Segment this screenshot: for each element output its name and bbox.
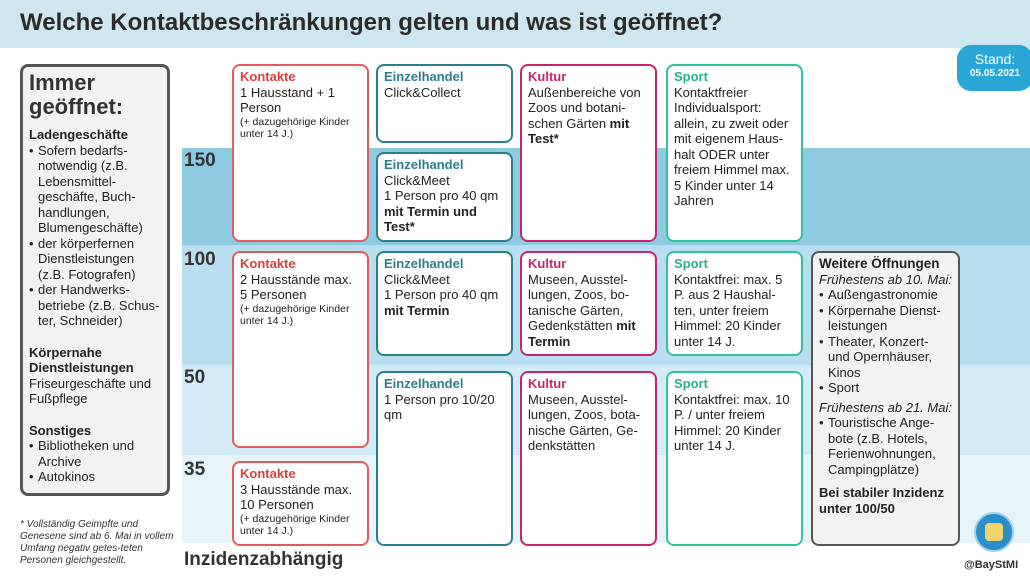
immer-text-2: Friseurgeschäfte und Fußpflege [29, 375, 152, 406]
list-item: • Sport [819, 380, 952, 396]
weitere-oeffnungen-panel [811, 251, 960, 546]
level-35: 35 [184, 459, 206, 480]
einzelhandel-text: 1 Person pro 40 qm [384, 188, 499, 203]
list-item: • der Handwerks-betriebe (z.B. Schus-ter, Schneider) [29, 282, 161, 329]
sport-text: Kontaktfrei: max. 5 P. aus 2 Haushal-ten, unter freiem Himmel: 20 Kinder unter 14 J. [674, 271, 783, 349]
list-item: • der körperfernen Dienstleistungen (z.B. Fotografen) [29, 236, 161, 283]
einzelhandel-card-1 [376, 64, 513, 143]
header-bar [0, 0, 1030, 48]
list-item: • Theater, Konzert- und Opernhäuser, Kinos [819, 334, 952, 381]
list-item: • Außengastronomie [819, 287, 952, 303]
credit: @BayStMI [964, 559, 1019, 571]
sport-text: Kontaktfrei: max. 10 P. / unter freiem Himmel: 20 Kinder unter 14 J. [674, 391, 790, 453]
sport-card-2 [666, 251, 803, 356]
immer-title: Immer geöffnet: [29, 70, 124, 119]
einzelhandel-text: Click&Collect [384, 84, 461, 100]
kontakte-card-35 [232, 461, 369, 546]
page-title: Welche Kontaktbeschränkungen gelten und was ist geöffnet? [20, 9, 723, 36]
einzelhandel-title: Einzelhandel [384, 69, 464, 84]
kontakte-title: Kontakte [240, 69, 296, 84]
kontakte-note: (+ dazugehörige Kinder unter 14 J.) [240, 512, 350, 537]
kultur-card-2 [520, 251, 657, 356]
einzelhandel-title: Einzelhandel [384, 157, 464, 172]
level-100: 100 [184, 249, 216, 270]
weitere-sub-1: Frühestens ab 10. Mai: [819, 271, 952, 287]
einzelhandel-title: Einzelhandel [384, 256, 464, 271]
stand-badge [957, 45, 1030, 91]
sport-title: Sport [674, 69, 708, 84]
list-item: • Bibliotheken und Archive [29, 438, 161, 469]
einzelhandel-bold: mit Termin und Test* [384, 203, 477, 234]
stand-label: Stand: [974, 51, 1016, 67]
weitere-footer: Bei stabiler Inzidenz unter 100/50 [819, 485, 944, 516]
immer-list-1 [29, 143, 161, 329]
sport-card-1 [666, 64, 803, 242]
einzelhandel-text: Click&Meet [384, 271, 450, 287]
einzelhandel-card-3 [376, 251, 513, 356]
kultur-text: Museen, Ausstel-lungen, Zoos, bo-tanische Gärten, Gedenkstätten [528, 271, 630, 333]
immer-section-ladengeschaefte: Ladengeschäfte [29, 127, 128, 142]
kontakte-note: (+ dazugehörige Kinder unter 14 J.) [240, 302, 350, 327]
einzelhandel-bold: mit Termin [384, 302, 450, 318]
bavarian-coat-of-arms-icon [974, 512, 1014, 552]
einzelhandel-card-4 [376, 371, 513, 546]
kultur-bold: mit Termin [528, 318, 636, 349]
kultur-title: Kultur [528, 256, 567, 271]
list-item: • Körpernahe Dienst-leistungen [819, 303, 952, 334]
immer-section-sonstiges: Sonstiges [29, 422, 92, 438]
immer-geoeffnet-panel [20, 64, 170, 496]
weitere-list-2 [819, 415, 952, 477]
sport-text: Kontaktfreier Individualsport: allein, zu zweit oder mit eigenem Haus-halt ODER unter freiem Himmel max. 5 Kinder unter 14 Jahren [674, 84, 790, 208]
kultur-title: Kultur [528, 69, 567, 84]
einzelhandel-text: 1 Person pro 40 qm [384, 287, 499, 302]
einzelhandel-card-2 [376, 152, 513, 242]
kultur-text: Außenbereiche von Zoos und botani-schen Gärten [528, 84, 641, 131]
list-item: • Touristische Ange-bote (z.B. Hotels, Ferienwohnungen, Campingplätze) [819, 415, 952, 477]
sport-title: Sport [674, 376, 708, 391]
kultur-bold: mit Test* [528, 115, 630, 146]
list-item: • Autokinos [29, 469, 161, 485]
einzelhandel-text: Click&Meet [384, 172, 450, 188]
kultur-card-1 [520, 64, 657, 242]
axis-label: Inzidenzabhängig [184, 549, 344, 570]
kontakte-title: Kontakte [240, 256, 296, 271]
kontakte-card-150 [232, 64, 369, 242]
immer-section-koerpernahe: Körpernahe Dienstleistungen [29, 344, 134, 375]
weitere-sub-2: Frühestens ab 21. Mai: [819, 399, 952, 415]
list-item: • Sofern bedarfs-notwendig (z.B. Lebensmittel-geschäfte, Buch-handlungen, Blumengeschäfte) [29, 143, 161, 236]
kontakte-text: 1 Hausstand + 1 Person [240, 84, 336, 115]
kultur-text: Museen, Ausstel-lungen, Zoos, bota-nische Gärten, Ge-denkstätten [528, 391, 641, 453]
kultur-card-3 [520, 371, 657, 546]
sport-card-3 [666, 371, 803, 546]
weitere-title: Weitere Öffnungen [819, 256, 940, 271]
level-150: 150 [184, 150, 216, 171]
weitere-list-1 [819, 287, 952, 396]
kontakte-card-100 [232, 251, 369, 448]
level-50: 50 [184, 367, 206, 388]
kontakte-text: 2 Hausstände max. 5 Personen [240, 271, 353, 302]
einzelhandel-title: Einzelhandel [384, 376, 464, 391]
kultur-title: Kultur [528, 376, 567, 391]
kontakte-note: (+ dazugehörige Kinder unter 14 J.) [240, 115, 350, 140]
footnote: * Vollständig Geimpfte und Genesene sind ab 6. Mai in vollem Umfang negativ getes-teten Personen gleichgestellt. [20, 519, 174, 566]
immer-list-3 [29, 438, 161, 485]
kontakte-title: Kontakte [240, 466, 296, 481]
sport-title: Sport [674, 256, 708, 271]
kontakte-text: 3 Hausstände max. 10 Personen [240, 481, 353, 512]
stand-date: 05.05.2021 [969, 68, 1021, 79]
einzelhandel-text: 1 Person pro 10/20 qm [384, 391, 495, 422]
